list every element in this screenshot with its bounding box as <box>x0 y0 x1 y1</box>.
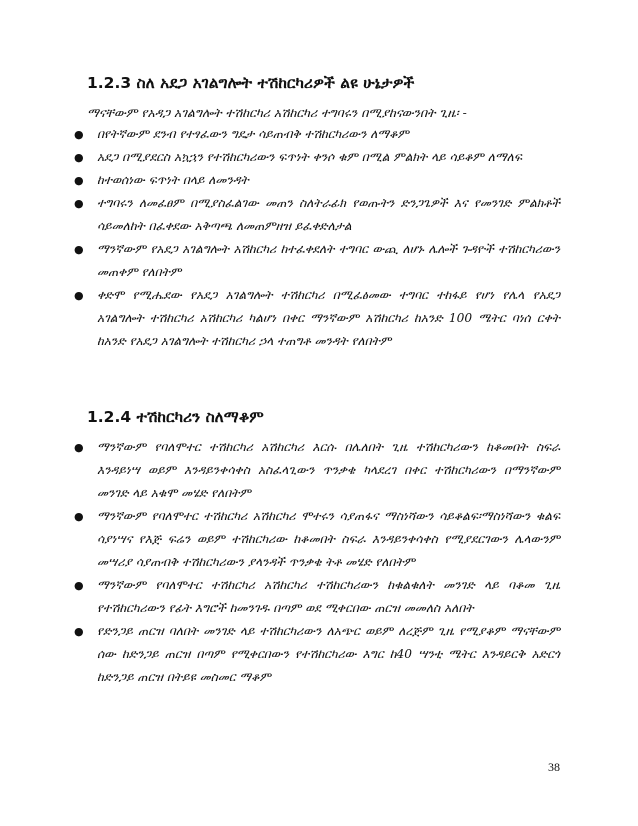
section-heading-1-2-3: 1.2.3 ስለ አደጋ አገልግሎት ተሽከርካሪዎች ልዩ ሁኔታዎች <box>87 74 415 92</box>
section-heading-1-2-4: 1.2.4 ተሽከርካሪን ስለማቆም <box>87 408 264 426</box>
bullet-icon: ● <box>74 289 84 302</box>
list-item: ● ማንኛውም የባለሞተር ተሽከርካሪ አሽከርካሪ ተሽከርካሪውን ከቁልቁለት መንገድ ላይ ባቆመ ጊዜ የተሽከርካሪውን የፊት እግሮች ከመንገዱ በጣም ወደ ሚቀርበው ጠርዝ መመለስ አለበት <box>70 574 560 620</box>
list-item: ● ማንኛውም የአደጋ አገልግሎት አሽከርካሪ ከተፈቀደለት ተግባር ውጪ ለሆኑ ሌሎች ጉዳዮች ተሽከርካሪውን መጠቀም የለበትም <box>70 238 560 284</box>
list-item: ● ተግባሩን ለመፈፀም በሚያስፈልገው መጠን ስለትራፊክ የወጡትን ድንጋጌዎች እና የመንገድ ምልክቶች ሳይመለከት በፈቀደው አቅጣጫ ለመጠምዘዝ ይፈቀድለታል <box>70 192 560 238</box>
bullet-icon: ● <box>74 128 84 141</box>
bullet-icon: ● <box>74 151 84 164</box>
list-item: ● ማንኛውም የባለሞተር ተሽከርካሪ አሽከርካሪ እርሱ በሌለበት ጊዜ ተሽከርካሪውን ከቆመበት ስፍራ እንዳይነሣ ወይም እንዳይንቀሳቀስ አስፈላጊውን ጥንቃቄ ካላደረገ በቀር ተሽከርካሪውን በማንኛውም መንገድ ላይ አቁሞ መሄድ የለበትም <box>70 436 560 505</box>
list-item: ● የድንጋይ ጠርዝ ባለበት መንገድ ላይ ተሽከርካሪውን ለአጭር ወይም ለረጅም ጊዜ የሚያቆም ማናቸውም ሰው ከድንጋይ ጠርዝ በጣም የሚቀርበውን የተሽከርካሪው እግር ከ40 ሣንቲ ሜትር እንዳይርቅ አድርጎ ከድንጋይ ጠርዝ በትይዩ መስመር ማቆም <box>70 620 560 689</box>
section-intro: ማናቸውም የአዳጋ አገልግሎት ተሽከርካሪ አሽከርካሪ ተግባሩን በሚያከናውንበት ጊዜ፡ - <box>87 105 467 120</box>
list-item: ● አደጋ በሚያደርስ አኳኋን የተሽከርካሪውን ፍጥነት ቀንሶ ቁም በሚል ምልክት ላይ ሳይቆም ለማለፍ <box>70 146 560 169</box>
bullet-icon: ● <box>74 243 84 256</box>
list-item: ● በየትኛውም ደንብ የተፃፈውን ግዴታ ሳይጠብቅ ተሽከርካሪውን ለማቆም <box>70 123 560 146</box>
bullet-icon: ● <box>74 625 84 638</box>
bullet-icon: ● <box>74 197 84 210</box>
section-1-list <box>70 123 560 353</box>
list-item: ● ቀድሞ የሚሔደው የአደጋ አገልግሎት ተሽከርካሪ በሚፈፅመው ተግባር ተከፋይ የሆነ የሌላ የአደጋ አገልግሎት ተሽከርካሪ አሽከርካሪ ካልሆነ በቀር ማንኛውም አሽከርካሪ ከአንድ 100 ሜትር ባነሰ ርቀት ከአንድ የአደጋ አገልግሎት ተሽከርካሪ ኃላ ተጠግቶ መንዳት የለበትም <box>70 284 560 353</box>
bullet-icon: ● <box>74 441 84 454</box>
bullet-icon: ● <box>74 174 84 187</box>
page-number: 38 <box>548 760 560 774</box>
bullet-icon: ● <box>74 579 84 592</box>
bullet-icon: ● <box>74 510 84 523</box>
list-item: ● ከተወሰነው ፍጥነት በላይ ለመንዳት <box>70 169 560 192</box>
section-2-list <box>70 436 560 689</box>
list-item: ● ማንኛውም የባለሞተር ተሽከርካሪ አሽከርካሪ ሞተሩን ሳያጠፋና ማስነሻውን ሳይቆልፍ፡ማስነሻውን ቁልፍ ሳያነሣና የእጅ ፍሬን ወይም ተሽከርካሪው ከቆመበት ስፍራ እንዳይንቀሳቀስ የሚያደርገውን ሌላውንም መሣሪያ ሳያጠብቅ ተሽከርካሪውን ያላንዳች ጥንቃቄ ትቶ መሄድ የለበትም <box>70 505 560 574</box>
